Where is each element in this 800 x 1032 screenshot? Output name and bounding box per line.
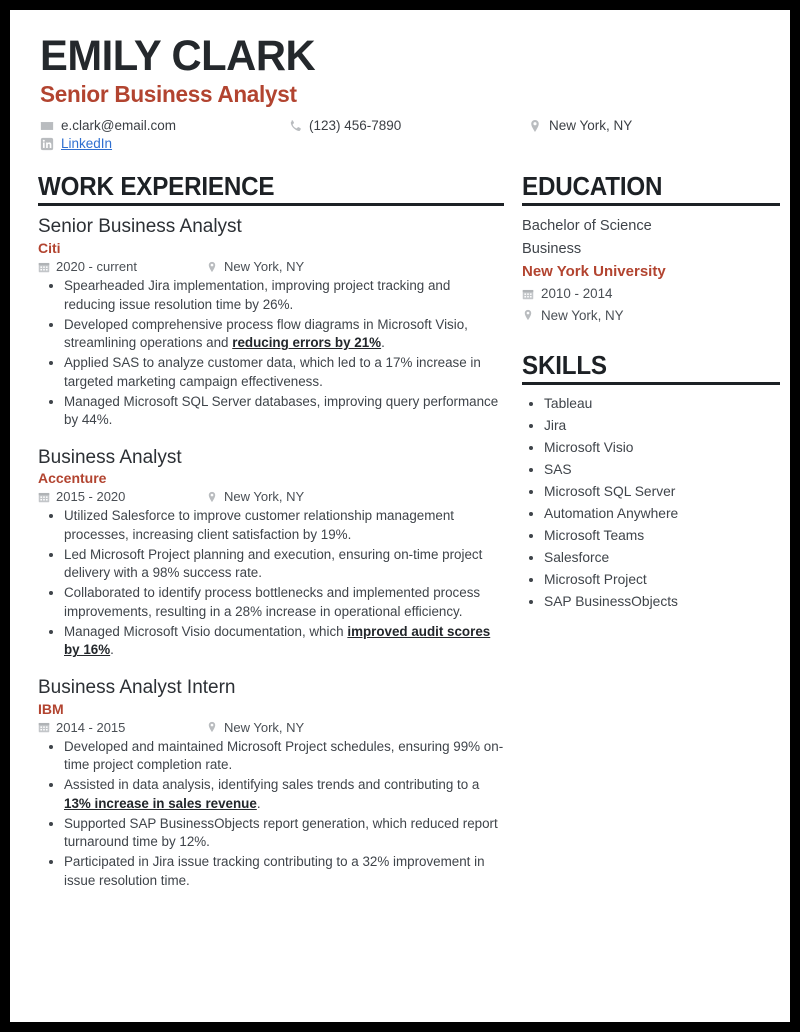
job-location <box>206 489 304 504</box>
job-meta <box>38 720 504 735</box>
education-location-text: New York, NY <box>541 307 624 323</box>
job-bullet: • Utilized Salesforce to improve customer relationship management processes, increasing client satisfaction by 19%. <box>64 507 504 544</box>
contact-linkedin[interactable] <box>40 136 288 151</box>
education-school: New York University <box>522 262 666 280</box>
job-dates-text: 2020 - current <box>56 259 137 275</box>
skill-item: • Microsoft SQL Server <box>544 482 780 502</box>
left-column <box>38 173 504 892</box>
location-pin-icon <box>206 491 218 503</box>
job-bullet: • Supported SAP BusinessObjects report generation, which reduced report turnaround time by 12%. <box>64 815 504 852</box>
education-entry <box>522 215 780 326</box>
skills-list <box>522 394 780 612</box>
job-location <box>206 259 304 274</box>
location-pin-icon <box>528 119 542 133</box>
linkedin-icon <box>40 137 54 151</box>
calendar-icon <box>38 721 50 733</box>
job-bullet: • Managed Microsoft Visio documentation, which improved audit scores by 16%. <box>64 623 504 660</box>
job-entry <box>38 676 504 890</box>
skill-item: • Automation Anywhere <box>544 504 780 524</box>
contact-row-primary <box>40 118 768 133</box>
job-dates-text: 2015 - 2020 <box>56 489 126 505</box>
contact-linkedin-link[interactable]: LinkedIn <box>61 136 113 152</box>
contact-phone-text: (123) 456-7890 <box>309 118 402 134</box>
section-skills <box>522 352 780 612</box>
job-dates <box>38 720 206 735</box>
envelope-icon <box>40 119 54 133</box>
section-divider <box>38 203 504 206</box>
section-divider <box>522 382 780 385</box>
contact-row-secondary <box>40 136 768 151</box>
location-pin-icon <box>522 309 534 321</box>
job-bullet-list <box>38 277 504 430</box>
job-bullet: • Assisted in data analysis, identifying sales trends and contributing to a 13% increase in sales revenue. <box>64 776 504 813</box>
phone-icon <box>288 119 302 133</box>
work-experience-title: WORK EXPERIENCE <box>38 171 275 202</box>
section-education <box>522 173 780 326</box>
contact-email-text: e.clark@email.com <box>61 118 176 134</box>
section-divider <box>522 203 780 206</box>
contact-email[interactable] <box>40 118 288 133</box>
resume-header <box>32 34 768 151</box>
section-work-experience <box>38 173 504 890</box>
skill-item: • Jira <box>544 416 780 436</box>
job-title: Business Analyst <box>38 446 182 468</box>
job-bullet: • Participated in Jira issue tracking contributing to a 32% improvement in issue resolution time. <box>64 853 504 890</box>
job-location-text: New York, NY <box>224 259 305 275</box>
job-dates <box>38 489 206 504</box>
education-field: Business <box>522 241 582 258</box>
skill-item: • Salesforce <box>544 548 780 568</box>
education-dates <box>522 283 780 304</box>
job-bullet: • Developed and maintained Microsoft Project schedules, ensuring 99% on-time project completion rate. <box>64 738 504 775</box>
contact-location <box>528 118 728 133</box>
skills-title: SKILLS <box>522 350 607 381</box>
job-bullet: • Led Microsoft Project planning and execution, ensuring on-time project delivery with a 98% success rate. <box>64 546 504 583</box>
contact-location-text: New York, NY <box>549 118 633 134</box>
resume-body <box>32 173 768 892</box>
skill-item: • SAP BusinessObjects <box>544 592 780 612</box>
skill-item: • Tableau <box>544 394 780 414</box>
education-location <box>522 305 780 326</box>
job-bullet: • Collaborated to identify process bottlenecks and implemented process improvements, resulting in a 28% increase in operational efficiency. <box>64 584 504 621</box>
job-meta <box>38 489 504 504</box>
calendar-icon <box>38 261 50 273</box>
job-bullet: • Managed Microsoft SQL Server databases, improving query performance by 44%. <box>64 393 504 430</box>
job-location-text: New York, NY <box>224 489 305 505</box>
contact-phone[interactable] <box>288 118 528 133</box>
job-company: Accenture <box>38 470 107 487</box>
job-title: Business Analyst Intern <box>38 676 236 698</box>
skill-item: • SAS <box>544 460 780 480</box>
location-pin-icon <box>206 721 218 733</box>
job-title: Senior Business Analyst <box>38 216 242 238</box>
skill-item: • Microsoft Project <box>544 570 780 590</box>
job-company: Citi <box>38 240 61 257</box>
job-company: IBM <box>38 700 64 717</box>
job-dates-text: 2014 - 2015 <box>56 719 126 735</box>
education-dates-text: 2010 - 2014 <box>541 286 613 302</box>
education-title: EDUCATION <box>522 171 663 202</box>
calendar-icon <box>38 491 50 503</box>
job-location <box>206 720 304 735</box>
job-bullet-list <box>38 507 504 660</box>
resume-page <box>10 10 790 1022</box>
job-bullet: • Developed comprehensive process flow diagrams in Microsoft Visio, streamlining operations and reducing errors by 21%. <box>64 316 504 353</box>
candidate-headline: Senior Business Analyst <box>40 81 297 108</box>
job-bullet: • Applied SAS to analyze customer data, which led to a 17% increase in targeted marketing campaign effectiveness. <box>64 354 504 391</box>
job-entry <box>38 446 504 660</box>
job-bullet-list <box>38 738 504 891</box>
location-pin-icon <box>206 261 218 273</box>
job-bullet: • Spearheaded Jira implementation, improving project tracking and reducing issue resolution time by 26%. <box>64 277 504 314</box>
right-column <box>522 173 780 614</box>
job-dates <box>38 259 206 274</box>
calendar-icon <box>522 288 534 300</box>
job-location-text: New York, NY <box>224 719 305 735</box>
job-meta <box>38 259 504 274</box>
skill-item: • Microsoft Teams <box>544 526 780 546</box>
education-degree: Bachelor of Science <box>522 218 652 235</box>
job-entry <box>38 215 504 429</box>
candidate-name: EMILY CLARK <box>40 32 316 80</box>
skill-item: • Microsoft Visio <box>544 438 780 458</box>
